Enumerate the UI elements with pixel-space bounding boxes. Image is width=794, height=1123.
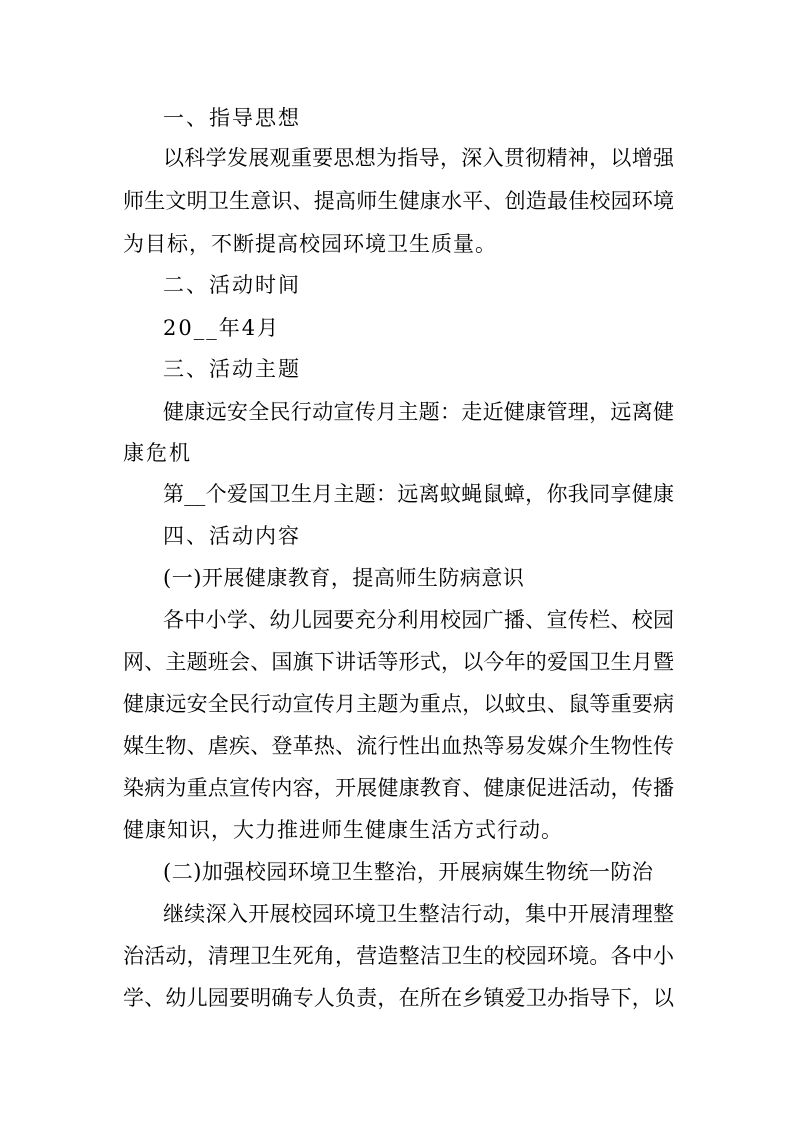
section-heading-activity-theme: 三、活动主题 bbox=[163, 357, 301, 381]
paragraph-line: 20__年4月 bbox=[163, 316, 281, 340]
paragraph-line: 以科学发展观重要思想为指导，深入贯彻精神，以增强 bbox=[163, 146, 674, 170]
paragraph-line: 各中小学、幼儿园要充分利用校园广播、宣传栏、校园 bbox=[163, 608, 674, 632]
paragraph-line: 师生文明卫生意识、提高师生健康水平、创造最佳校园环境 bbox=[123, 189, 674, 213]
paragraph-line: 健康远安全民行动宣传月主题为重点，以蚊虫、鼠等重要病 bbox=[123, 692, 674, 716]
paragraph-line: 健康知识，大力推进师生健康生活方式行动。 bbox=[123, 818, 563, 842]
subsection-heading: (二)加强校园环境卫生整治，开展病媒生物统一防治 bbox=[163, 860, 654, 884]
paragraph-line: 学、幼儿园要明确专人负责，在所在乡镇爱卫办指导下，以 bbox=[123, 986, 674, 1010]
subsection-heading: (一)开展健康教育，提高师生防病意识 bbox=[163, 566, 525, 590]
section-heading-activity-content: 四、活动内容 bbox=[163, 524, 301, 548]
paragraph-line: 媒生物、虐疾、登革热、流行性出血热等易发媒介生物性传 bbox=[123, 734, 674, 758]
paragraph-line: 为目标，不断提高校园环境卫生质量。 bbox=[123, 232, 497, 256]
paragraph-line: 健康远安全民行动宣传月主题：走近健康管理，远离健 bbox=[163, 400, 674, 424]
paragraph-line: 治活动，清理卫生死角，营造整洁卫生的校园环境。各中小 bbox=[123, 944, 674, 968]
section-heading-activity-time: 二、活动时间 bbox=[163, 273, 301, 297]
paragraph-line: 继续深入开展校园环境卫生整洁行动，集中开展清理整 bbox=[163, 902, 674, 926]
paragraph-line: 网、主题班会、国旗下讲话等形式，以今年的爱国卫生月暨 bbox=[123, 650, 674, 674]
paragraph-line: 康危机 bbox=[123, 441, 192, 465]
paragraph-line: 第__个爱国卫生月主题：远离蚊蝇鼠蟑，你我同享健康 bbox=[163, 482, 674, 506]
section-heading-guiding-ideology: 一、指导思想 bbox=[163, 106, 301, 130]
paragraph-line: 染病为重点宣传内容，开展健康教育、健康促进活动，传播 bbox=[123, 776, 674, 800]
